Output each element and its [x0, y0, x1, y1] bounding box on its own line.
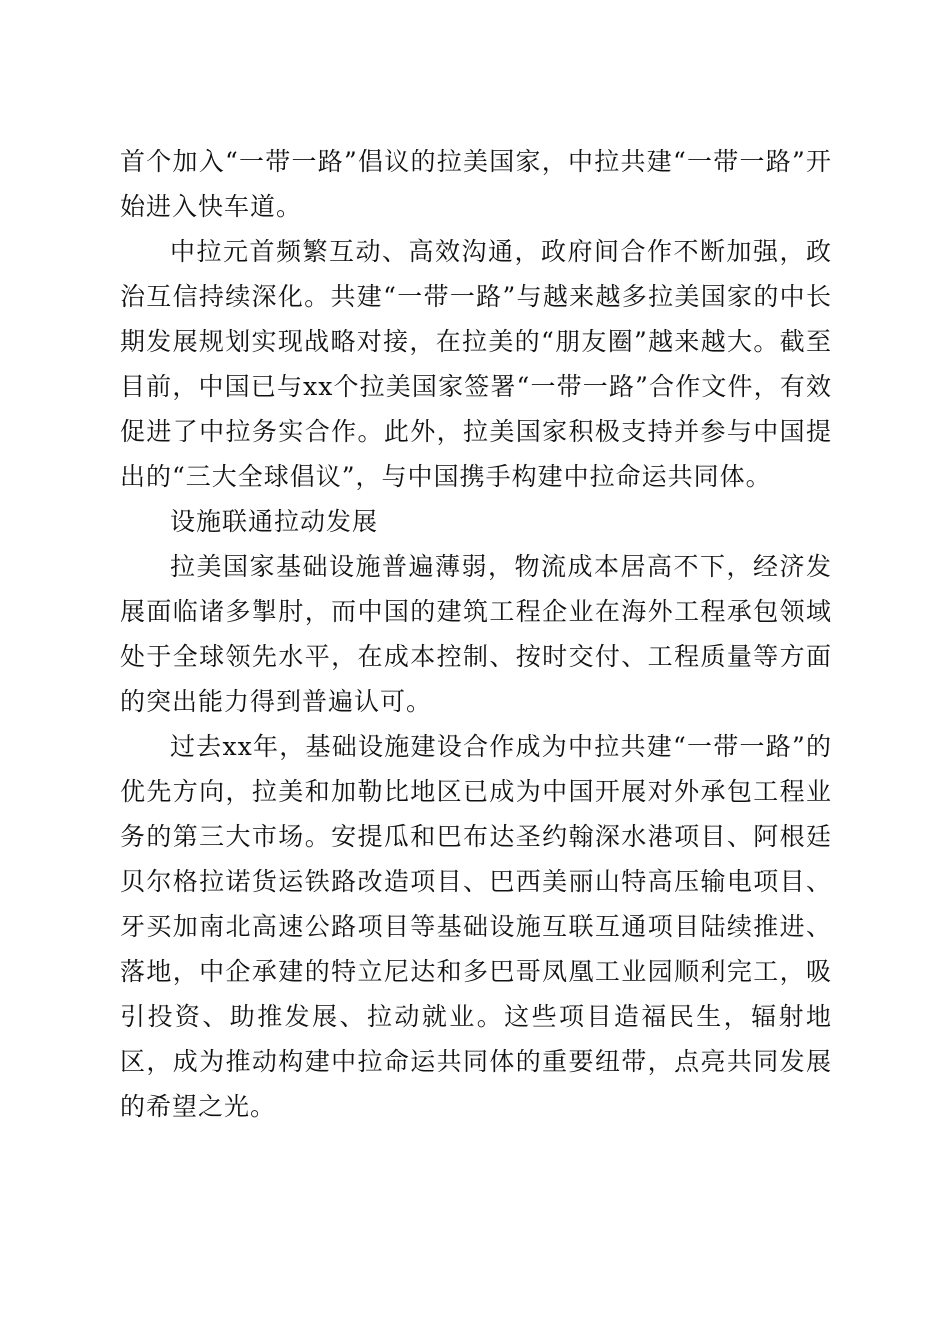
section-heading-infrastructure: 设施联通拉动发展 — [170, 507, 379, 536]
document-body — [120, 139, 832, 1129]
paragraph-infrastructure-weakness: 拉美国家基础设施普遍薄弱，物流成本居高不下，经济发展面临诸多掣肘，而中国的建筑工程企业在海外工程承包领域处于全球领先水平，在成本控制、按时交付、工程质量等方面的突出能力得到普遍认可。 — [120, 552, 832, 716]
paragraph-continuation: 首个加入“一带一路”倡议的拉美国家，中拉共建“一带一路”开始进入快车道。 — [120, 147, 832, 221]
paragraph-political-trust: 中拉元首频繁互动、高效沟通，政府间合作不断加强，政治互信持续深化。共建“一带一路”与越来越多拉美国家的中长期发展规划实现战略对接，在拉美的“朋友圈”越来越大。截至目前，中国已与xx个拉美国家签署“一带一路”合作文件，有效促进了中拉务实合作。此外，拉美国家积极支持并参与中国提出的“三大全球倡议”，与中国携手构建中拉命运共同体。 — [120, 237, 832, 491]
paragraph-infrastructure-projects: 过去xx年，基础设施建设合作成为中拉共建“一带一路”的优先方向，拉美和加勒比地区已成为中国开展对外承包工程业务的第三大市场。安提瓜和巴布达圣约翰深水港项目、阿根廷贝尔格拉诺货运铁路改造项目、巴西美丽山特高压输电项目、牙买加南北高速公路项目等基础设施互联互通项目陆续推进、落地，中企承建的特立尼达和多巴哥凤凰工业园顺利完工，吸引投资、助推发展、拉动就业。这些项目造福民生，辐射地区，成为推动构建中拉命运共同体的重要纽带，点亮共同发展的希望之光。 — [120, 732, 832, 1121]
